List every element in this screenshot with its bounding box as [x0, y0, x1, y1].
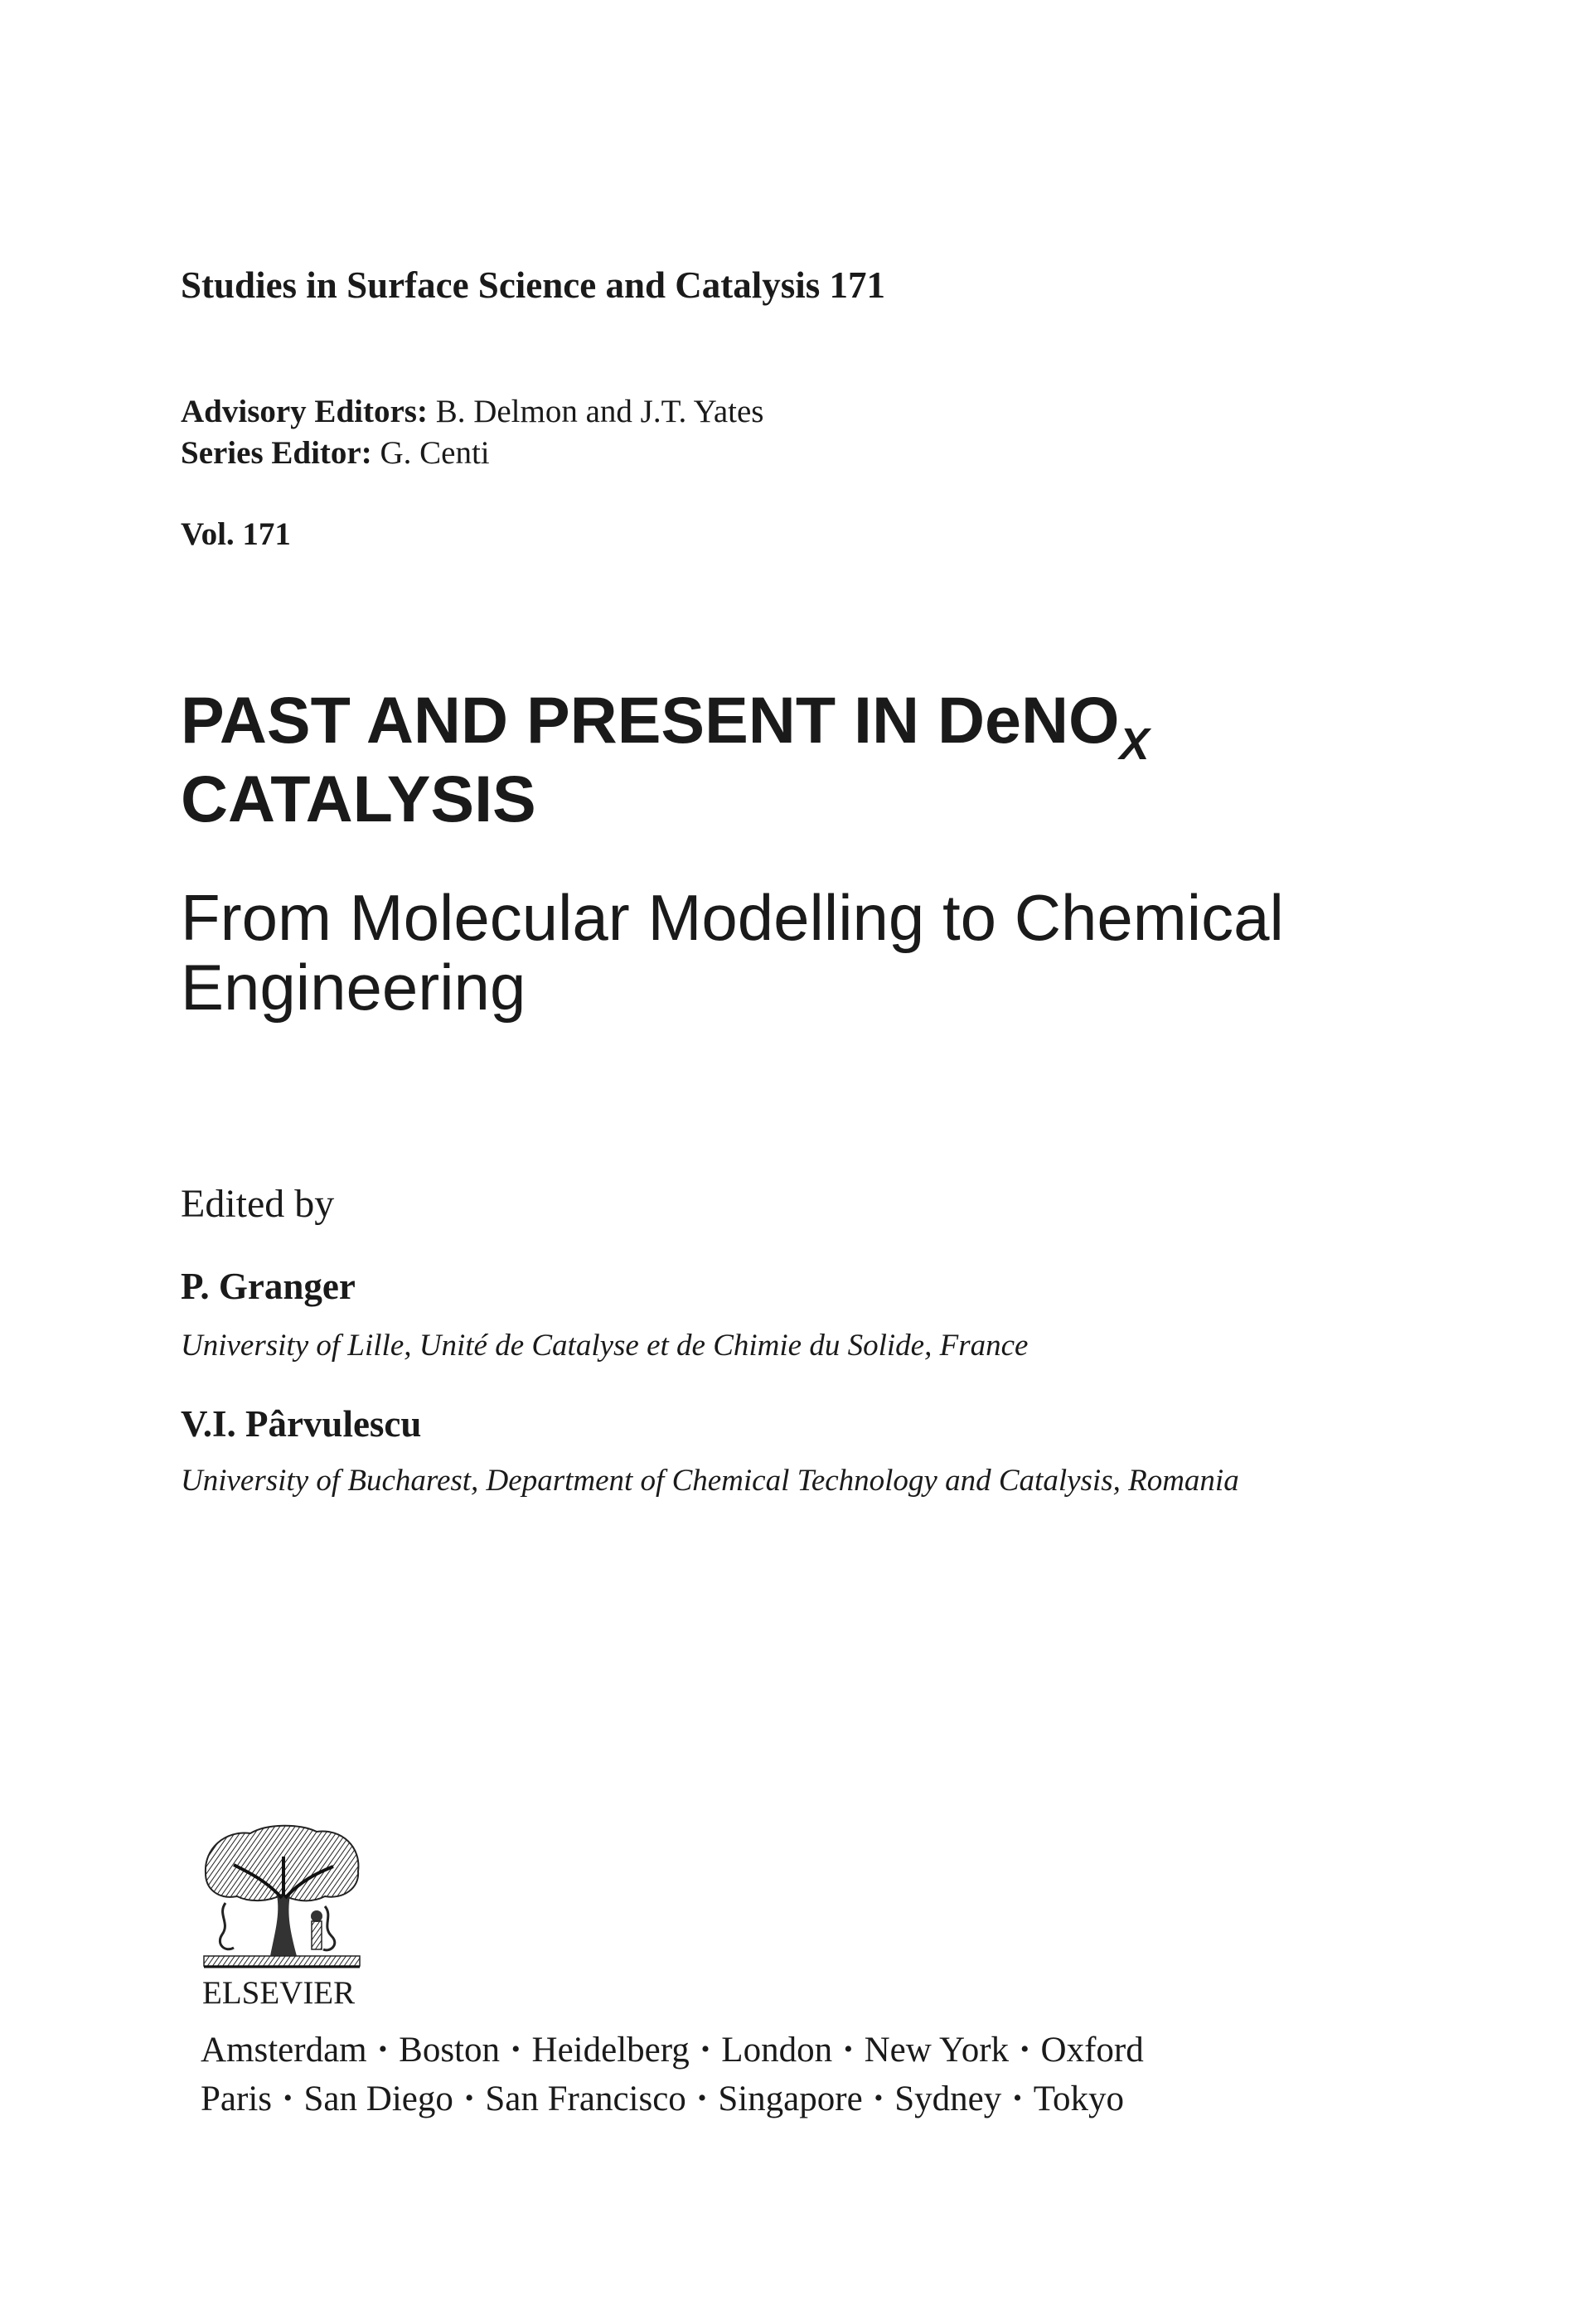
editor-name: V.I. Pârvulescu: [181, 1403, 422, 1445]
bullet-separator: •: [1020, 2036, 1029, 2063]
city: San Francisco: [485, 2079, 686, 2118]
publisher-name: ELSEVIER: [202, 1975, 356, 2011]
city: San Diego: [303, 2079, 453, 2118]
publisher-cities-line2: [201, 2079, 1124, 2119]
book-subtitle-line1: From Molecular Modelling to Chemical: [181, 881, 1284, 954]
city: New York: [864, 2031, 1010, 2070]
city: Tokyo: [1033, 2079, 1124, 2118]
volume-number: Vol. 171: [181, 516, 291, 552]
elsevier-tree-logo: [201, 1823, 363, 1969]
publisher-cities-line1: [201, 2030, 1144, 2070]
bullet-separator: •: [1013, 2084, 1022, 2112]
book-subtitle: [181, 883, 1284, 1022]
book-subtitle-line2: Engineering: [181, 951, 526, 1024]
city: Paris: [201, 2079, 272, 2118]
book-title-subscript: X: [1119, 719, 1150, 769]
book-title-line2: CATALYSIS: [181, 762, 536, 835]
advisory-editors-label: Advisory Editors:: [181, 394, 428, 429]
bullet-separator: •: [697, 2084, 707, 2112]
city: Singapore: [718, 2079, 863, 2118]
bullet-separator: •: [700, 2036, 710, 2063]
advisory-editors-names: B. Delmon and J.T. Yates: [427, 394, 764, 429]
editor-affiliation: University of Lille, Unité de Catalyse et de Chimie du Solide, France: [181, 1329, 1029, 1363]
city: Boston: [399, 2031, 501, 2070]
bullet-separator: •: [378, 2036, 388, 2063]
editor-affiliation: University of Bucharest, Department of Chemical Technology and Catalysis, Romania: [181, 1464, 1239, 1498]
bullet-separator: •: [283, 2084, 293, 2112]
book-title-line1: PAST AND PRESENT IN DeNO: [181, 683, 1120, 757]
edited-by-label: Edited by: [181, 1182, 335, 1226]
city: Oxford: [1040, 2031, 1144, 2070]
series-editor: [181, 434, 490, 472]
bullet-separator: •: [844, 2036, 853, 2063]
bullet-separator: •: [511, 2036, 521, 2063]
editor-name: P. Granger: [181, 1266, 356, 1307]
book-title: [181, 685, 1150, 835]
bullet-separator: •: [874, 2084, 884, 2112]
city: Heidelberg: [531, 2031, 690, 2070]
bullet-separator: •: [464, 2084, 474, 2112]
series-title: Studies in Surface Science and Catalysis 171: [181, 264, 886, 306]
series-editor-name: G. Centi: [371, 435, 490, 471]
city: Sydney: [894, 2079, 1002, 2118]
city: London: [721, 2031, 833, 2070]
advisory-editors: [181, 393, 763, 430]
series-editor-label: Series Editor:: [181, 435, 372, 471]
city: Amsterdam: [201, 2031, 367, 2070]
